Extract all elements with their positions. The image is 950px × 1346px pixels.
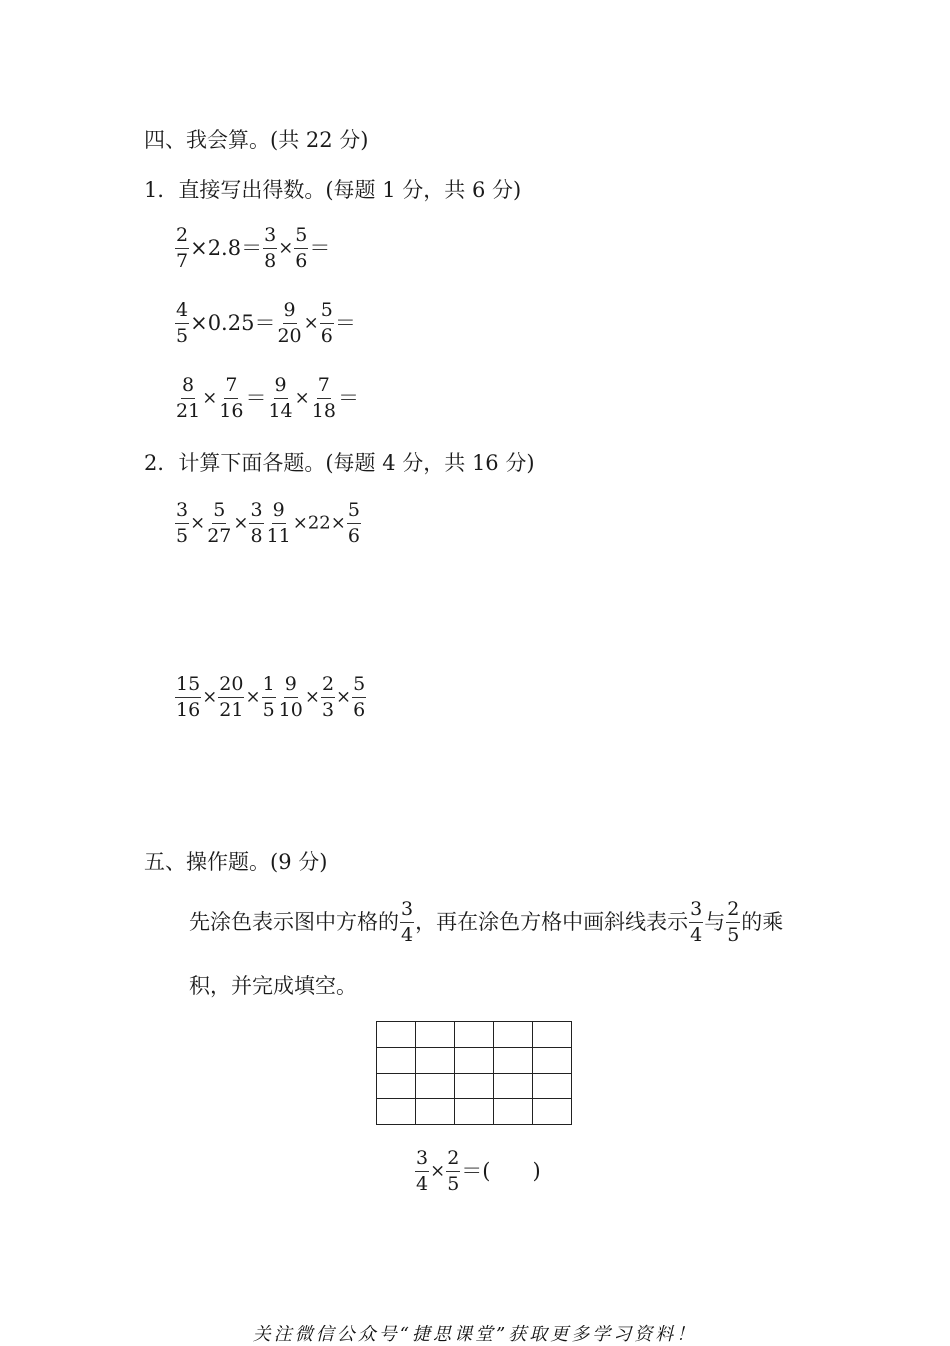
q2-heading: 2．计算下面各题。(每题 4 分，共 16 分) xyxy=(144,451,535,475)
fraction: $\frac{1}{5}$ xyxy=(262,673,275,721)
q2-expression-2: $\frac{15}{16}$ × $\frac{20}{21}$ × $\frac{1}{5}$ $\frac{9}{10}$ × $\frac{2}{3}$ × $\frac{5}{6}$ xyxy=(176,673,366,721)
footer-note: 关注微信公众号“捷思课堂”获取更多学习资料！ xyxy=(252,1324,698,1345)
section5-title: 五、操作题。(9 分) xyxy=(144,850,328,874)
square-grid[interactable] xyxy=(376,1021,572,1125)
grid-line xyxy=(377,1098,571,1099)
section5-instruction-line-1: 先涂色表示图中方格的 $\frac{3}{4}$ ，再在涂色方格中画斜线表示 $\frac{3}{4}$ 与 $\frac{2}{5}$ 的乘 xyxy=(189,898,784,946)
answer-blank[interactable]: ＝( ) xyxy=(461,1159,541,1183)
section4-title: 四、我会算。(共 22 分) xyxy=(144,128,369,152)
fraction: $\frac{15}{16}$ xyxy=(176,673,201,721)
fraction: $\frac{3}{8}$ xyxy=(264,224,277,272)
q1-row-3: $\frac{8}{21}$ × $\frac{7}{16}$ ＝ $\frac{9}{14}$ × $\frac{7}{18}$ ＝ xyxy=(176,374,359,422)
fraction: $\frac{9}{11}$ xyxy=(266,499,291,547)
fraction: $\frac{9}{14}$ xyxy=(268,374,293,422)
fraction: $\frac{2}{5}$ xyxy=(727,898,740,946)
grid-line xyxy=(377,1073,571,1074)
section5-instruction-line-2: 积，并完成填空。 xyxy=(189,974,357,998)
fraction: $\frac{5}{27}$ xyxy=(207,499,232,547)
fraction: $\frac{3}{8}$ xyxy=(250,499,263,547)
fraction: $\frac{7}{16}$ xyxy=(219,374,244,422)
fraction: $\frac{3}{4}$ xyxy=(690,898,703,946)
fraction: $\frac{5}{6}$ xyxy=(320,299,333,347)
fraction: $\frac{7}{18}$ xyxy=(311,374,336,422)
fraction: $\frac{3}{5}$ xyxy=(176,499,189,547)
answer-expression: $\frac{3}{4}$ × $\frac{2}{5}$ ＝( ) xyxy=(416,1147,541,1195)
fraction: $\frac{9}{10}$ xyxy=(278,673,303,721)
grid-line xyxy=(377,1047,571,1048)
q2-expression-1: $\frac{3}{5}$ × $\frac{5}{27}$ × $\frac{3}{8}$ $\frac{9}{11}$ ×22× $\frac{5}{6}$ xyxy=(176,499,360,547)
fraction: $\frac{20}{21}$ xyxy=(219,673,244,721)
q1-row-2: $\frac{4}{5}$ ×0.25＝ $\frac{9}{20}$ × $\frac{5}{6}$ ＝ xyxy=(176,299,356,347)
fraction: $\frac{2}{3}$ xyxy=(321,673,335,721)
fraction: $\frac{5}{6}$ xyxy=(347,499,360,547)
q1-row-1: $\frac{2}{7}$ ×2.8＝ $\frac{3}{8}$ × $\frac{5}{6}$ ＝ xyxy=(176,224,331,272)
fraction: $\frac{2}{5}$ xyxy=(447,1147,460,1195)
q1-heading: 1．直接写出得数。(每题 1 分，共 6 分) xyxy=(144,178,522,202)
fraction: $\frac{4}{5}$ xyxy=(176,299,189,347)
fraction: $\frac{9}{20}$ xyxy=(277,299,302,347)
fraction: $\frac{3}{4}$ xyxy=(401,898,414,946)
fraction: $\frac{5}{6}$ xyxy=(295,224,308,272)
fraction: $\frac{8}{21}$ xyxy=(176,374,201,422)
fraction: $\frac{2}{7}$ xyxy=(176,224,189,272)
fraction: $\frac{5}{6}$ xyxy=(353,673,366,721)
fraction: $\frac{3}{4}$ xyxy=(416,1147,429,1195)
